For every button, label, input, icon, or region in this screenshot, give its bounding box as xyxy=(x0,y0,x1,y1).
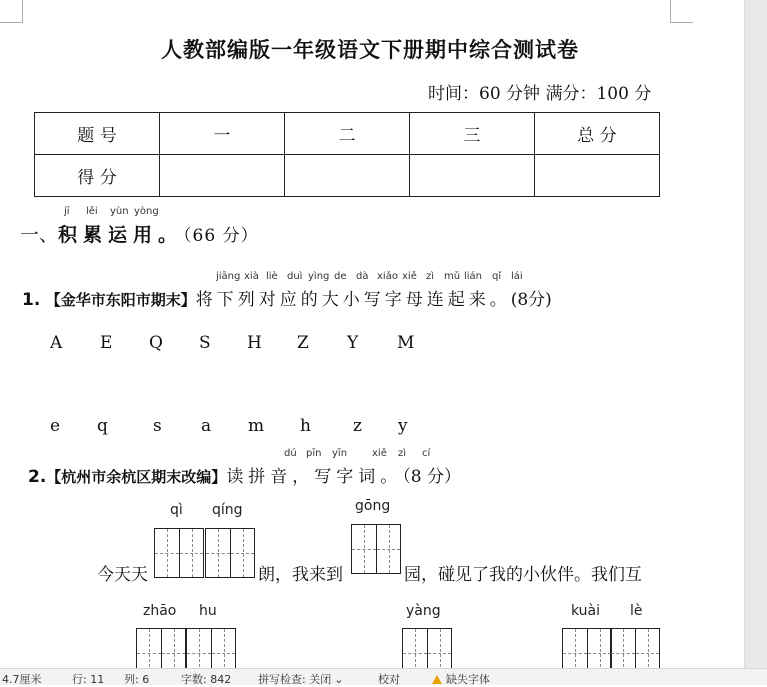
status-spell-check[interactable] xyxy=(258,671,343,687)
score-blank-cell[interactable] xyxy=(410,155,535,197)
lowercase-letter[interactable]: e xyxy=(50,416,61,436)
sentence-part-1: 今天天 xyxy=(97,565,148,585)
pinyin: cí xyxy=(422,448,431,459)
pinyin: jī xyxy=(64,206,70,217)
status-position[interactable]: 4.7厘米 xyxy=(2,673,42,686)
score-table-header-row xyxy=(35,113,660,155)
score-blank-cell[interactable] xyxy=(160,155,285,197)
q2-tag: 【杭州市余杭区期末改编】 xyxy=(46,468,227,486)
q1-tag: 【金华市东阳市期末】 xyxy=(45,291,196,309)
score-table-score-row xyxy=(35,155,660,197)
score-cell: 题 号 xyxy=(35,113,160,155)
section1-points: （66 分） xyxy=(183,226,259,246)
pinyin-hu: hu xyxy=(199,603,217,619)
pinyin: lián xyxy=(464,271,483,282)
status-missing-font[interactable] xyxy=(432,671,490,687)
uppercase-letter[interactable]: M xyxy=(397,333,415,353)
writing-box-kuai[interactable] xyxy=(562,628,612,668)
pinyin: duì xyxy=(287,271,303,282)
pinyin: xiǎo xyxy=(377,271,398,282)
score-table xyxy=(34,112,660,197)
pinyin: zì xyxy=(398,448,407,459)
chevron-down-icon: ⌄ xyxy=(334,673,344,686)
lowercase-letter[interactable]: q xyxy=(97,416,108,436)
sentence-part-2: 朗，我来到 xyxy=(258,565,343,585)
lowercase-letter[interactable]: m xyxy=(248,416,265,436)
pinyin-qi: qì xyxy=(170,502,183,518)
uppercase-letter[interactable]: E xyxy=(100,333,113,353)
pinyin: yùn xyxy=(110,206,129,217)
lowercase-letter[interactable]: a xyxy=(201,416,212,436)
uppercase-letter[interactable]: Y xyxy=(347,333,359,353)
uppercase-letter[interactable]: S xyxy=(199,333,211,353)
pinyin: pīn xyxy=(306,448,322,459)
spell-check-label: 拼写检查: 关闭 xyxy=(258,673,332,686)
q1-line xyxy=(22,285,552,310)
writing-box-qi[interactable] xyxy=(154,528,204,578)
pinyin: jiāng xyxy=(216,271,241,282)
pinyin: zì xyxy=(426,271,435,282)
page-title: 人教部编版一年级语文下册期中综合测试卷 xyxy=(161,38,579,62)
lowercase-letter[interactable]: s xyxy=(153,416,162,436)
section1-prefix: 一、 xyxy=(20,224,59,246)
lowercase-letter[interactable]: h xyxy=(300,416,311,436)
pinyin: xiě xyxy=(402,271,417,282)
pinyin: qǐ xyxy=(492,271,502,282)
score-cell: 一 xyxy=(160,113,285,155)
pinyin: de xyxy=(334,271,347,282)
lowercase-letter[interactable]: z xyxy=(353,416,362,436)
pinyin: liè xyxy=(266,271,278,282)
writing-box-gong[interactable] xyxy=(351,524,401,574)
score-cell: 得 分 xyxy=(35,155,160,197)
q2-text: 读拼音，写字词。 xyxy=(226,467,403,487)
q1-text: 将下列对应的大小写字母连起来。 xyxy=(195,290,511,310)
pinyin-le: lè xyxy=(630,603,643,619)
writing-box-zhao[interactable] xyxy=(136,628,186,668)
q2-points: （8 分） xyxy=(402,467,462,487)
pinyin-qing: qíng xyxy=(212,502,243,518)
uppercase-letter[interactable]: Q xyxy=(149,333,163,353)
writing-box-le[interactable] xyxy=(610,628,660,668)
score-cell: 三 xyxy=(410,113,535,155)
pinyin-kuai: kuài xyxy=(571,603,601,619)
missing-font-label: 缺失字体 xyxy=(446,673,490,686)
crop-mark-top-right xyxy=(670,0,693,23)
score-blank-cell[interactable] xyxy=(535,155,660,197)
warning-icon xyxy=(432,675,442,684)
status-proofread[interactable]: 校对 xyxy=(378,673,400,686)
score-blank-cell[interactable] xyxy=(285,155,410,197)
q2-number: 2. xyxy=(28,467,47,487)
pinyin: xiě xyxy=(372,448,387,459)
score-cell: 总 分 xyxy=(535,113,660,155)
uppercase-letter[interactable]: H xyxy=(247,333,262,353)
uppercase-letter[interactable]: A xyxy=(50,333,63,353)
time-info: 时间：60 分钟 满分：100 分 xyxy=(428,84,652,104)
pinyin: mǔ xyxy=(444,271,461,282)
section1-title: 积累运用。 xyxy=(58,224,184,246)
score-cell: 二 xyxy=(285,113,410,155)
pinyin: lěi xyxy=(86,206,98,217)
q1-number: 1. xyxy=(22,290,41,310)
pinyin: dà xyxy=(356,271,369,282)
q2-line xyxy=(28,462,461,487)
pinyin-zhao: zhāo xyxy=(143,603,177,619)
pinyin-yang: yàng xyxy=(406,603,441,619)
q1-points: (8分) xyxy=(510,290,552,310)
lowercase-letter[interactable]: y xyxy=(398,416,408,436)
pinyin: xià xyxy=(244,271,259,282)
uppercase-letter[interactable]: Z xyxy=(297,333,309,353)
writing-box-yang[interactable] xyxy=(402,628,452,668)
status-word-count[interactable]: 字数: 842 xyxy=(181,673,232,686)
pinyin: yòng xyxy=(134,206,159,217)
writing-box-hu[interactable] xyxy=(186,628,236,668)
status-bar xyxy=(0,668,767,685)
vertical-scrollbar[interactable] xyxy=(744,0,767,668)
status-line[interactable]: 行: 11 xyxy=(72,673,105,686)
pinyin-gong: gōng xyxy=(355,498,391,514)
pinyin: dú xyxy=(284,448,297,459)
status-column[interactable]: 列: 6 xyxy=(124,673,150,686)
pinyin: yīn xyxy=(332,448,348,459)
sentence-part-3: 园，碰见了我的小伙伴。我们互 xyxy=(404,565,642,585)
writing-box-qing[interactable] xyxy=(205,528,255,578)
section1-heading xyxy=(20,220,259,247)
pinyin: lái xyxy=(511,271,523,282)
pinyin: yìng xyxy=(308,271,330,282)
crop-mark-top-left xyxy=(0,0,23,23)
